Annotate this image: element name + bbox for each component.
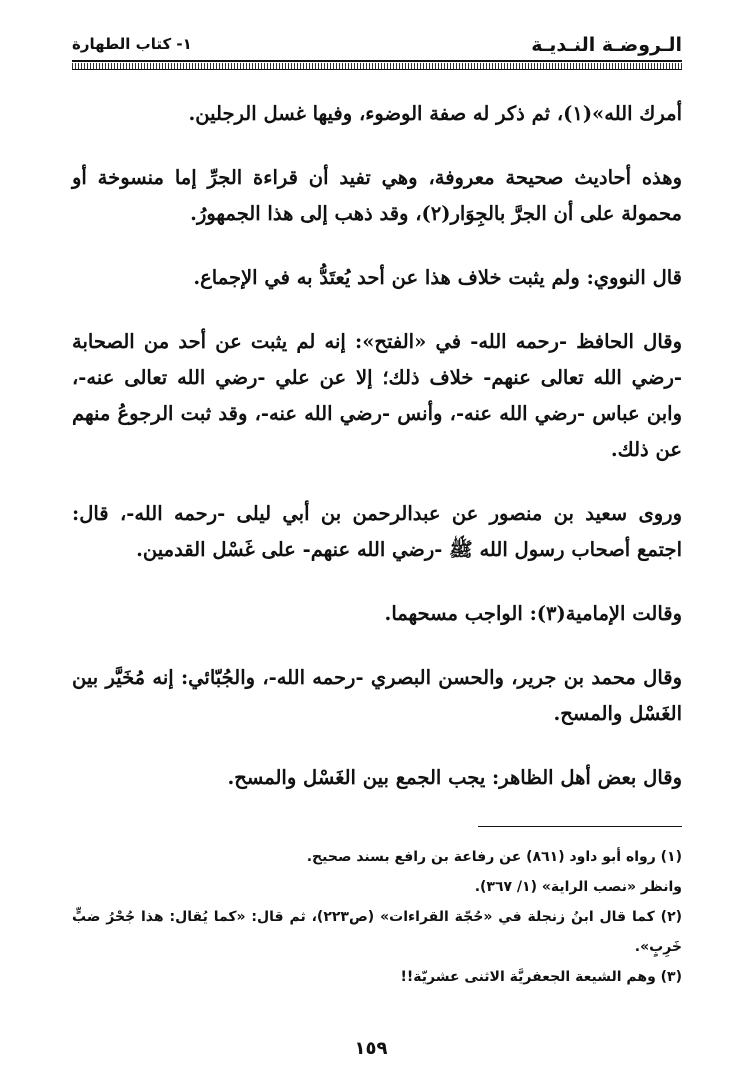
paragraph: وهذه أحاديث صحيحة معروفة، وهي تفيد أن قراءة الجرِّ إما منسوخة أو محمولة على أن الجرَّ بالجِوَار(٢)، وقد ذهب إلى هذا الجمهورُ. bbox=[72, 166, 682, 225]
footnote: وانظر «نصب الراية» (١/ ٣٦٧). bbox=[474, 879, 682, 895]
page-number: ١٥٩ bbox=[354, 1038, 388, 1059]
header-rule bbox=[72, 60, 682, 62]
paragraph: وقال بعض أهل الظاهر: يجب الجمع بين الغَسْل والمسح. bbox=[227, 766, 682, 789]
chapter-title: ١- كتاب الطهارة bbox=[72, 35, 192, 53]
header-hatch-rule bbox=[72, 63, 682, 70]
footnote: (١) رواه أبو داود (٨٦١) عن رفاعة بن رافع بسند صحيح. bbox=[306, 849, 682, 865]
book-title: الـروضـة النـديـة bbox=[531, 34, 682, 56]
footnote: (٣) وهم الشيعة الجعفريَّة الاثنى عشريّة!! bbox=[400, 969, 682, 985]
running-header bbox=[72, 34, 682, 56]
paragraph: وقالت الإمامية(٣): الواجب مسحهما. bbox=[384, 602, 682, 625]
footnotes bbox=[72, 842, 682, 992]
footnote-separator bbox=[478, 826, 682, 827]
paragraph: وروى سعيد بن منصور عن عبدالرحمن بن أبي ليلى -رحمه الله-، قال: اجتمع أصحاب رسول الله ﷺ -رضي الله عنهم- على غَسْل القدمين. bbox=[72, 502, 682, 561]
paragraph: وقال محمد بن جرير، والحسن البصري -رحمه الله-، والجُبّائي: إنه مُخَيَّر بين الغَسْل والمسح. bbox=[72, 666, 682, 725]
paragraph: قال النووي: ولم يثبت خلاف هذا عن أحد يُعتَدُّ به في الإجماع. bbox=[193, 266, 682, 289]
paragraph: أمرك الله»(١)، ثم ذكر له صفة الوضوء، وفيها غسل الرجلين. bbox=[188, 102, 682, 125]
footnote: (٢) كما قال ابنُ زنجلة في «حُجّة القراءات» (ص٢٢٣)، ثم قال: «كما يُقال: هذا جُحْرُ ضبٍّ خَرِبٍ». bbox=[72, 909, 683, 955]
main-text bbox=[72, 96, 682, 824]
paragraph: وقال الحافظ -رحمه الله- في «الفتح»: إنه لم يثبت عن أحد من الصحابة -رضي الله تعالى عنهم- خلاف ذلك؛ إلا عن علي -رضي الله تعالى عنه-، وابن عباس -رضي الله عنه-، وأنس -رضي الله عنه-، وقد ثبت الرجوعُ منهم عن ذلك. bbox=[72, 330, 682, 461]
